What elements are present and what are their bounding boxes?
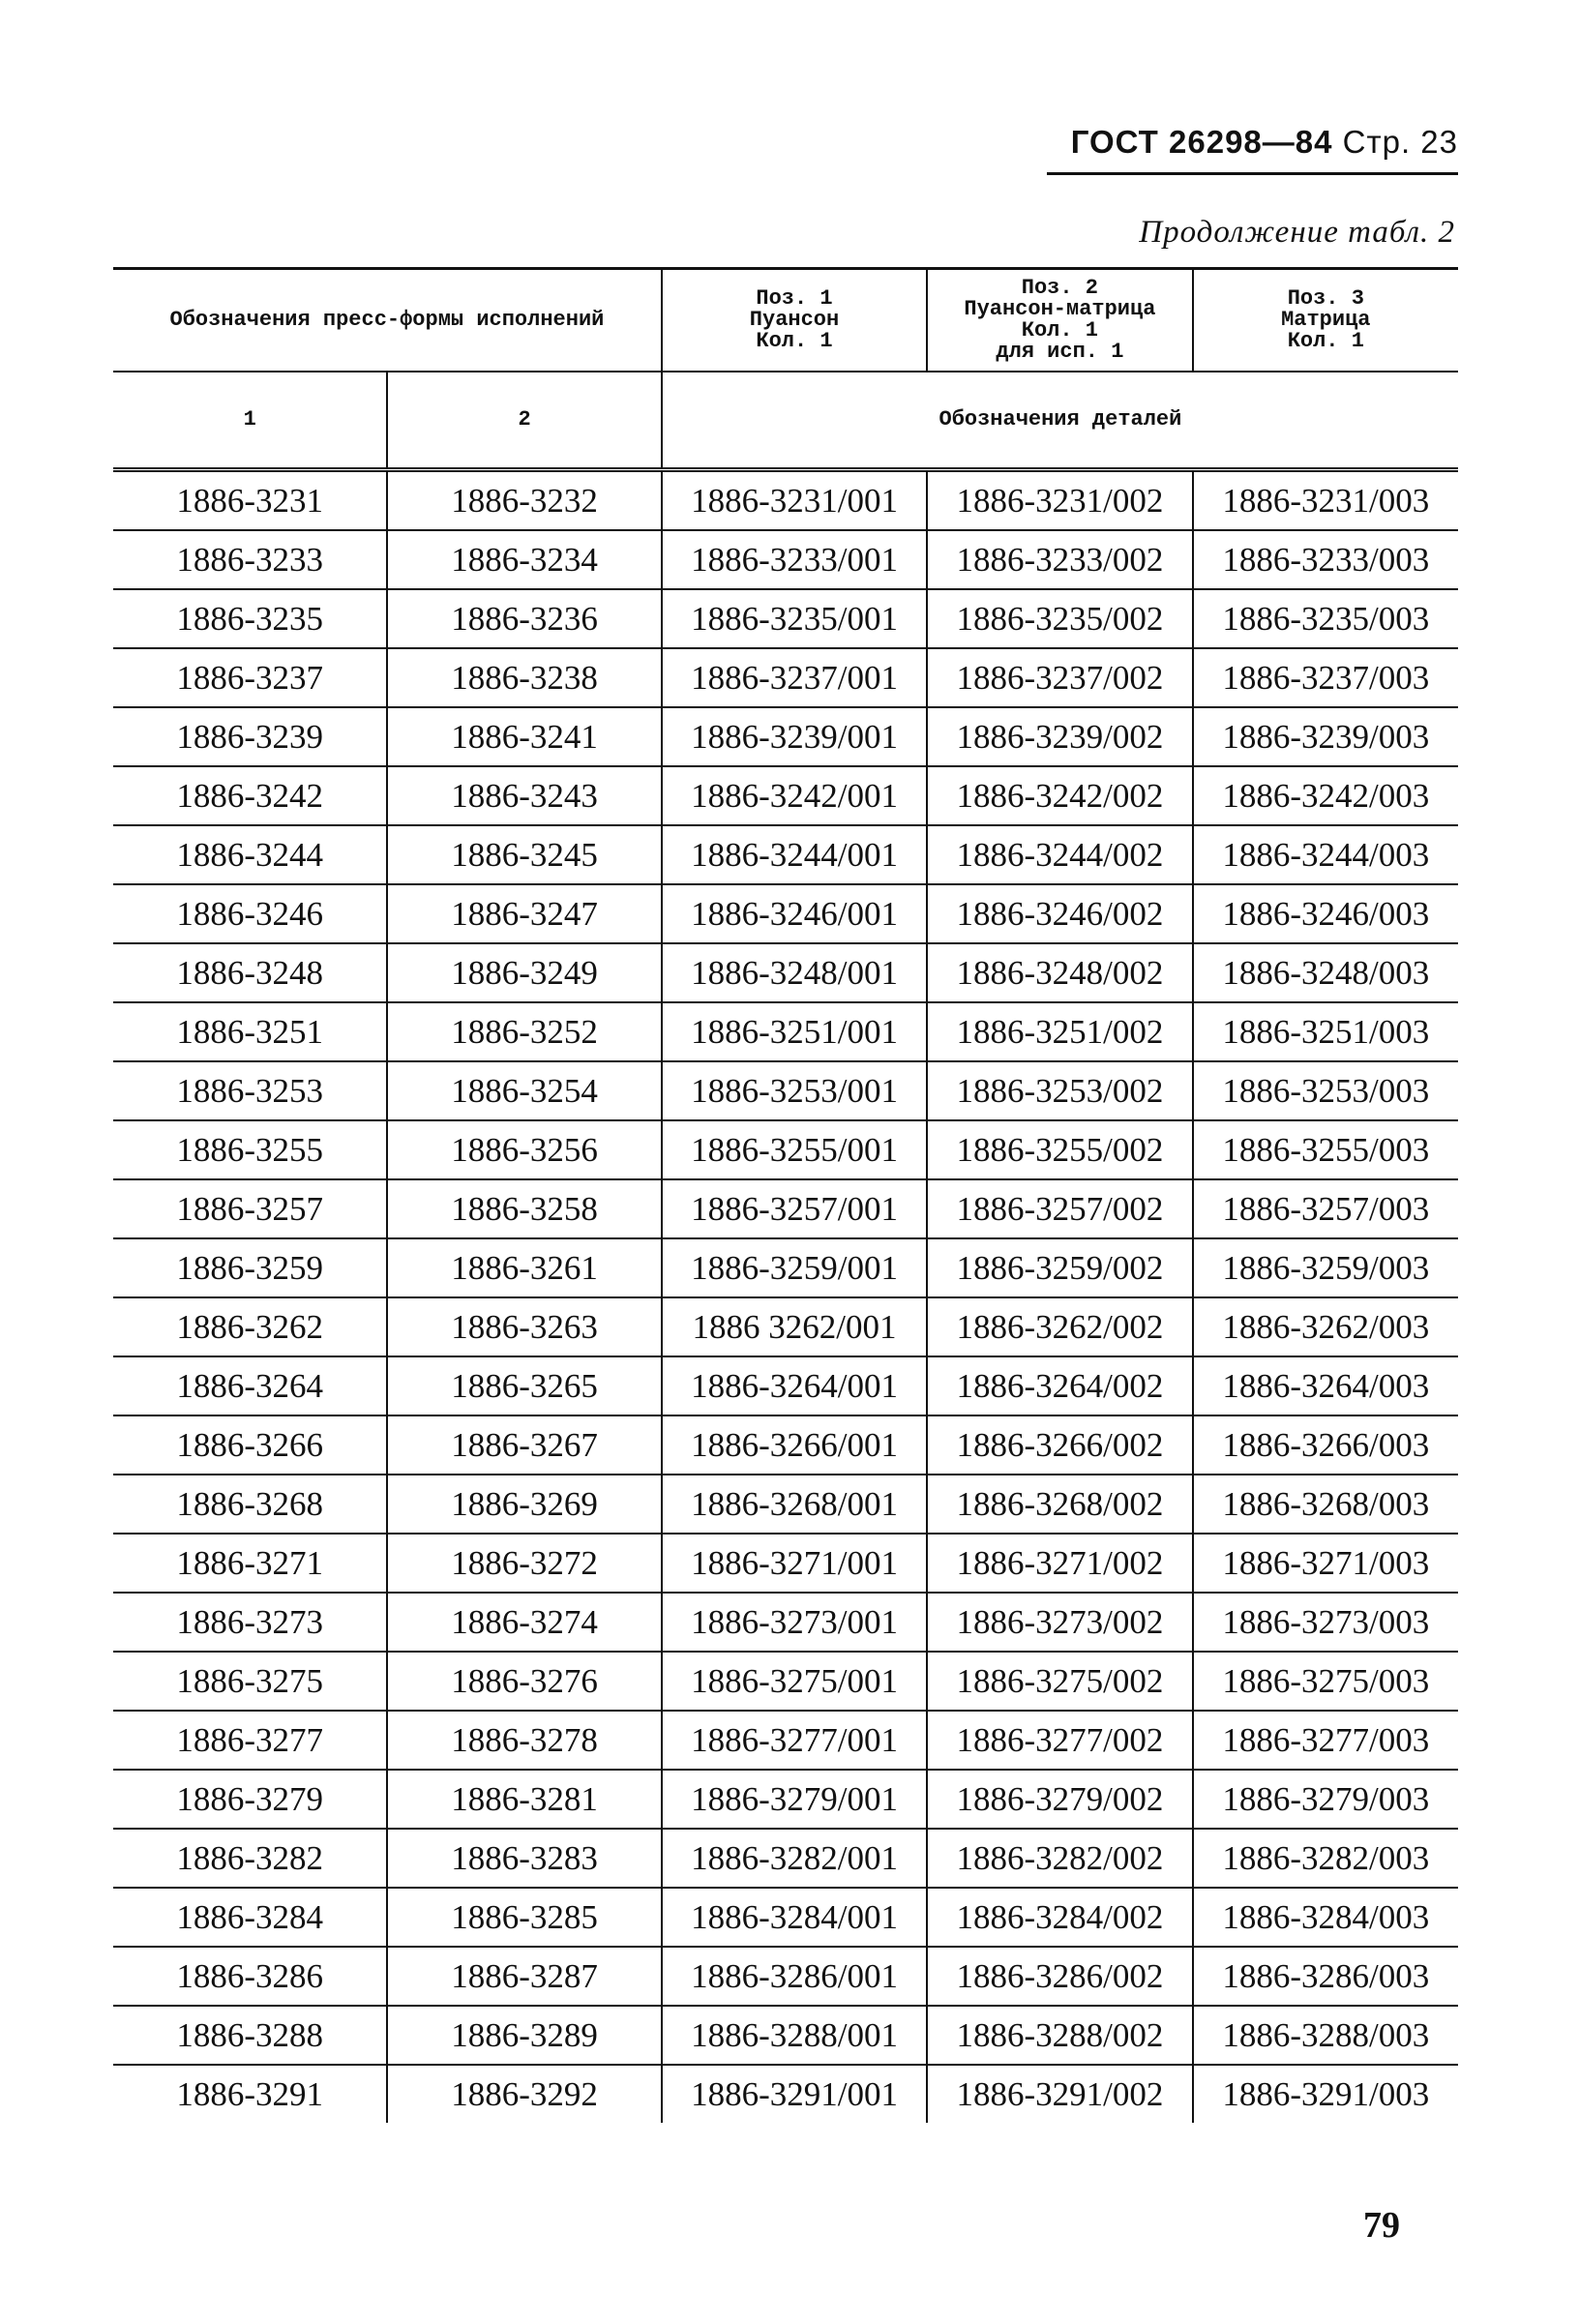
version-1-cell: 1886-3244 (113, 825, 387, 884)
punch-cell: 1886-3242/001 (662, 766, 927, 825)
punch-cell: 1886-3264/001 (662, 1356, 927, 1415)
die-cell: 1886-3273/003 (1193, 1593, 1458, 1652)
punch-die-cell: 1886-3264/002 (927, 1356, 1192, 1415)
die-cell: 1886-3266/003 (1193, 1415, 1458, 1475)
version-1-cell: 1886-3284 (113, 1888, 387, 1947)
running-header (1052, 124, 1458, 161)
version-1-cell: 1886-3288 (113, 2006, 387, 2065)
table-row (113, 766, 1458, 825)
punch-cell: 1886-3255/001 (662, 1120, 927, 1179)
version-2-cell: 1886-3261 (387, 1238, 661, 1297)
punch-cell: 1886 3262/001 (662, 1297, 927, 1356)
punch-cell: 1886-3239/001 (662, 707, 927, 766)
version-2-cell: 1886-3274 (387, 1593, 661, 1652)
punch-die-cell: 1886-3268/002 (927, 1475, 1192, 1534)
die-cell: 1886-3246/003 (1193, 884, 1458, 943)
version-1-cell: 1886-3279 (113, 1770, 387, 1829)
punch-die-cell: 1886-3255/002 (927, 1120, 1192, 1179)
punch-die-cell: 1886-3273/002 (927, 1593, 1192, 1652)
position-1-header (662, 269, 927, 372)
punch-cell: 1886-3251/001 (662, 1002, 927, 1061)
version-2-cell: 1886-3243 (387, 766, 661, 825)
punch-cell: 1886-3266/001 (662, 1415, 927, 1475)
punch-die-cell: 1886-3291/002 (927, 2065, 1192, 2123)
punch-cell: 1886-3279/001 (662, 1770, 927, 1829)
table-row (113, 1534, 1458, 1593)
punch-die-cell: 1886-3288/002 (927, 2006, 1192, 2065)
version-2-cell: 1886-3254 (387, 1061, 661, 1120)
punch-die-cell: 1886-3235/002 (927, 589, 1192, 648)
version-2-header: 2 (387, 372, 661, 470)
die-cell: 1886-3255/003 (1193, 1120, 1458, 1179)
table-row (113, 884, 1458, 943)
table-row (113, 470, 1458, 531)
die-cell: 1886-3268/003 (1193, 1475, 1458, 1534)
position-header-line: Пуансон (749, 308, 840, 332)
punch-die-cell: 1886-3253/002 (927, 1061, 1192, 1120)
version-1-cell: 1886-3233 (113, 530, 387, 589)
punch-die-cell: 1886-3239/002 (927, 707, 1192, 766)
table-row (113, 1711, 1458, 1770)
punch-cell: 1886-3275/001 (662, 1652, 927, 1711)
die-cell: 1886-3284/003 (1193, 1888, 1458, 1947)
punch-cell: 1886-3235/001 (662, 589, 927, 648)
position-2-header (927, 269, 1192, 372)
punch-cell: 1886-3253/001 (662, 1061, 927, 1120)
mold-versions-header: Обозначения пресс-формы исполнений (113, 269, 662, 372)
punch-die-cell: 1886-3279/002 (927, 1770, 1192, 1829)
die-cell: 1886-3286/003 (1193, 1947, 1458, 2006)
table-row (113, 1652, 1458, 1711)
position-header-line: Поз. 3 (1287, 286, 1364, 311)
punch-die-cell: 1886-3275/002 (927, 1652, 1192, 1711)
version-2-cell: 1886-3258 (387, 1179, 661, 1238)
version-1-cell: 1886-3291 (113, 2065, 387, 2123)
punch-cell: 1886-3268/001 (662, 1475, 927, 1534)
die-cell: 1886-3277/003 (1193, 1711, 1458, 1770)
table-row (113, 1061, 1458, 1120)
table-row (113, 1593, 1458, 1652)
punch-cell: 1886-3233/001 (662, 530, 927, 589)
position-header-line: Поз. 1 (756, 286, 833, 311)
punch-cell: 1886-3271/001 (662, 1534, 927, 1593)
version-2-cell: 1886-3276 (387, 1652, 661, 1711)
version-1-cell: 1886-3242 (113, 766, 387, 825)
table-continuation-caption: Продолжение табл. 2 (1139, 215, 1455, 250)
punch-die-cell: 1886-3246/002 (927, 884, 1192, 943)
die-cell: 1886-3288/003 (1193, 2006, 1458, 2065)
die-cell: 1886-3259/003 (1193, 1238, 1458, 1297)
punch-die-cell: 1886-3244/002 (927, 825, 1192, 884)
version-2-cell: 1886-3245 (387, 825, 661, 884)
version-1-cell: 1886-3253 (113, 1061, 387, 1120)
version-2-cell: 1886-3285 (387, 1888, 661, 1947)
table-head (113, 269, 1458, 470)
punch-cell: 1886-3284/001 (662, 1888, 927, 1947)
header-rule (1047, 172, 1458, 175)
version-1-cell: 1886-3275 (113, 1652, 387, 1711)
table-row (113, 1120, 1458, 1179)
version-1-cell: 1886-3239 (113, 707, 387, 766)
die-cell: 1886-3248/003 (1193, 943, 1458, 1002)
position-header-line: Матрица (1281, 308, 1371, 332)
table-row (113, 2006, 1458, 2065)
punch-cell: 1886-3286/001 (662, 1947, 927, 2006)
die-cell: 1886-3264/003 (1193, 1356, 1458, 1415)
table-row (113, 943, 1458, 1002)
version-2-cell: 1886-3278 (387, 1711, 661, 1770)
die-cell: 1886-3275/003 (1193, 1652, 1458, 1711)
position-3-header (1193, 269, 1458, 372)
page-label: Стр. 23 (1342, 124, 1458, 160)
version-1-cell: 1886-3235 (113, 589, 387, 648)
version-2-cell: 1886-3287 (387, 1947, 661, 2006)
position-header-line: Кол. 1 (756, 329, 833, 353)
position-header-line: Поз. 2 (1021, 276, 1098, 300)
version-2-cell: 1886-3272 (387, 1534, 661, 1593)
version-1-header: 1 (113, 372, 387, 470)
table-row (113, 1415, 1458, 1475)
die-cell: 1886-3231/003 (1193, 470, 1458, 531)
version-2-cell: 1886-3232 (387, 470, 661, 531)
punch-cell: 1886-3291/001 (662, 2065, 927, 2123)
version-2-cell: 1886-3234 (387, 530, 661, 589)
punch-cell: 1886-3259/001 (662, 1238, 927, 1297)
punch-die-cell: 1886-3266/002 (927, 1415, 1192, 1475)
punch-cell: 1886-3237/001 (662, 648, 927, 707)
table-row (113, 825, 1458, 884)
version-1-cell: 1886-3262 (113, 1297, 387, 1356)
part-designations-header: Обозначения деталей (662, 372, 1458, 470)
version-2-cell: 1886-3289 (387, 2006, 661, 2065)
version-2-cell: 1886-3236 (387, 589, 661, 648)
table-row (113, 1002, 1458, 1061)
version-1-cell: 1886-3255 (113, 1120, 387, 1179)
punch-cell: 1886-3244/001 (662, 825, 927, 884)
version-1-cell: 1886-3248 (113, 943, 387, 1002)
table-row (113, 1475, 1458, 1534)
version-2-cell: 1886-3263 (387, 1297, 661, 1356)
die-cell: 1886-3253/003 (1193, 1061, 1458, 1120)
table-row (113, 1947, 1458, 2006)
punch-die-cell: 1886-3262/002 (927, 1297, 1192, 1356)
punch-die-cell: 1886-3284/002 (927, 1888, 1192, 1947)
punch-die-cell: 1886-3286/002 (927, 1947, 1192, 2006)
punch-die-cell: 1886-3271/002 (927, 1534, 1192, 1593)
die-cell: 1886-3233/003 (1193, 530, 1458, 589)
punch-die-cell: 1886-3282/002 (927, 1829, 1192, 1888)
punch-cell: 1886-3282/001 (662, 1829, 927, 1888)
table-row (113, 648, 1458, 707)
die-cell: 1886-3291/003 (1222, 2074, 1430, 2113)
die-cell: 1886-3279/003 (1193, 1770, 1458, 1829)
die-cell: 1886-3242/003 (1193, 766, 1458, 825)
version-1-cell: 1886-3282 (113, 1829, 387, 1888)
version-2-cell: 1886-3281 (387, 1770, 661, 1829)
table-row (113, 1179, 1458, 1238)
die-cell: 1886-3257/003 (1193, 1179, 1458, 1238)
punch-cell: 1886-3257/001 (662, 1179, 927, 1238)
table-row (113, 589, 1458, 648)
punch-cell: 1886-3277/001 (662, 1711, 927, 1770)
version-1-cell: 1886-3264 (113, 1356, 387, 1415)
punch-die-cell: 1886-3231/002 (927, 470, 1192, 531)
punch-cell: 1886-3273/001 (662, 1593, 927, 1652)
version-1-cell: 1886-3268 (113, 1475, 387, 1534)
die-cell: 1886-3235/003 (1193, 589, 1458, 648)
table-row (113, 530, 1458, 589)
version-2-cell: 1886-3247 (387, 884, 661, 943)
die-cell: 1886-3262/003 (1193, 1297, 1458, 1356)
die-cell: 1886-3237/003 (1193, 648, 1458, 707)
table-container (113, 267, 1458, 2123)
punch-die-cell: 1886-3233/002 (927, 530, 1192, 589)
version-2-cell: 1886-3241 (387, 707, 661, 766)
version-2-cell: 1886-3249 (387, 943, 661, 1002)
version-1-cell: 1886-3237 (113, 648, 387, 707)
version-1-cell: 1886-3246 (113, 884, 387, 943)
position-header-line: Кол. 1 (1287, 329, 1364, 353)
version-1-cell: 1886-3271 (113, 1534, 387, 1593)
punch-die-cell: 1886-3259/002 (927, 1238, 1192, 1297)
table-body (113, 470, 1458, 2124)
table-row (113, 1829, 1458, 1888)
die-cell: 1886-3271/003 (1193, 1534, 1458, 1593)
version-2-cell: 1886-3265 (387, 1356, 661, 1415)
table-row (113, 707, 1458, 766)
position-header-line: Кол. 1 (1021, 318, 1098, 343)
punch-cell: 1886-3231/001 (662, 470, 927, 531)
die-cell: 1886-3244/003 (1193, 825, 1458, 884)
table-row (113, 1888, 1458, 1947)
version-1-cell: 1886-3257 (113, 1179, 387, 1238)
version-2-cell: 1886-3256 (387, 1120, 661, 1179)
punch-cell: 1886-3246/001 (662, 884, 927, 943)
die-cell: 1886-3282/003 (1193, 1829, 1458, 1888)
standard-designation: ГОСТ 26298—84 (1070, 124, 1333, 160)
punch-die-cell: 1886-3251/002 (927, 1002, 1192, 1061)
table-row (113, 1297, 1458, 1356)
parts-designation-table (113, 267, 1458, 2123)
version-2-cell: 1886-3252 (387, 1002, 661, 1061)
version-1-cell: 1886-3286 (113, 1947, 387, 2006)
table-row (113, 2065, 1458, 2123)
table-row (113, 1356, 1458, 1415)
version-2-cell: 1886-3267 (387, 1415, 661, 1475)
version-1-cell: 1886-3231 (113, 470, 387, 531)
punch-cell: 1886-3288/001 (662, 2006, 927, 2065)
version-1-cell: 1886-3273 (113, 1593, 387, 1652)
version-2-cell: 1886-3283 (387, 1829, 661, 1888)
position-header-line: Пуансон-матрица (964, 297, 1156, 321)
version-1-cell: 1886-3266 (113, 1415, 387, 1475)
version-1-cell: 1886-3277 (113, 1711, 387, 1770)
table-row (113, 1238, 1458, 1297)
page-number: 79 (1363, 2205, 1400, 2246)
version-2-cell: 1886-3269 (387, 1475, 661, 1534)
version-2-cell: 1886-3238 (387, 648, 661, 707)
punch-die-cell: 1886-3277/002 (927, 1711, 1192, 1770)
die-cell: 1886-3251/003 (1193, 1002, 1458, 1061)
position-header-line: для исп. 1 (996, 340, 1124, 364)
die-cell: 1886-3239/003 (1193, 707, 1458, 766)
version-2-cell: 1886-3292 (387, 2065, 661, 2123)
table-row (113, 1770, 1458, 1829)
punch-die-cell: 1886-3242/002 (927, 766, 1192, 825)
punch-cell: 1886-3248/001 (662, 943, 927, 1002)
punch-die-cell: 1886-3237/002 (927, 648, 1192, 707)
version-1-cell: 1886-3259 (113, 1238, 387, 1297)
punch-die-cell: 1886-3257/002 (927, 1179, 1192, 1238)
version-1-cell: 1886-3251 (113, 1002, 387, 1061)
punch-die-cell: 1886-3248/002 (927, 943, 1192, 1002)
